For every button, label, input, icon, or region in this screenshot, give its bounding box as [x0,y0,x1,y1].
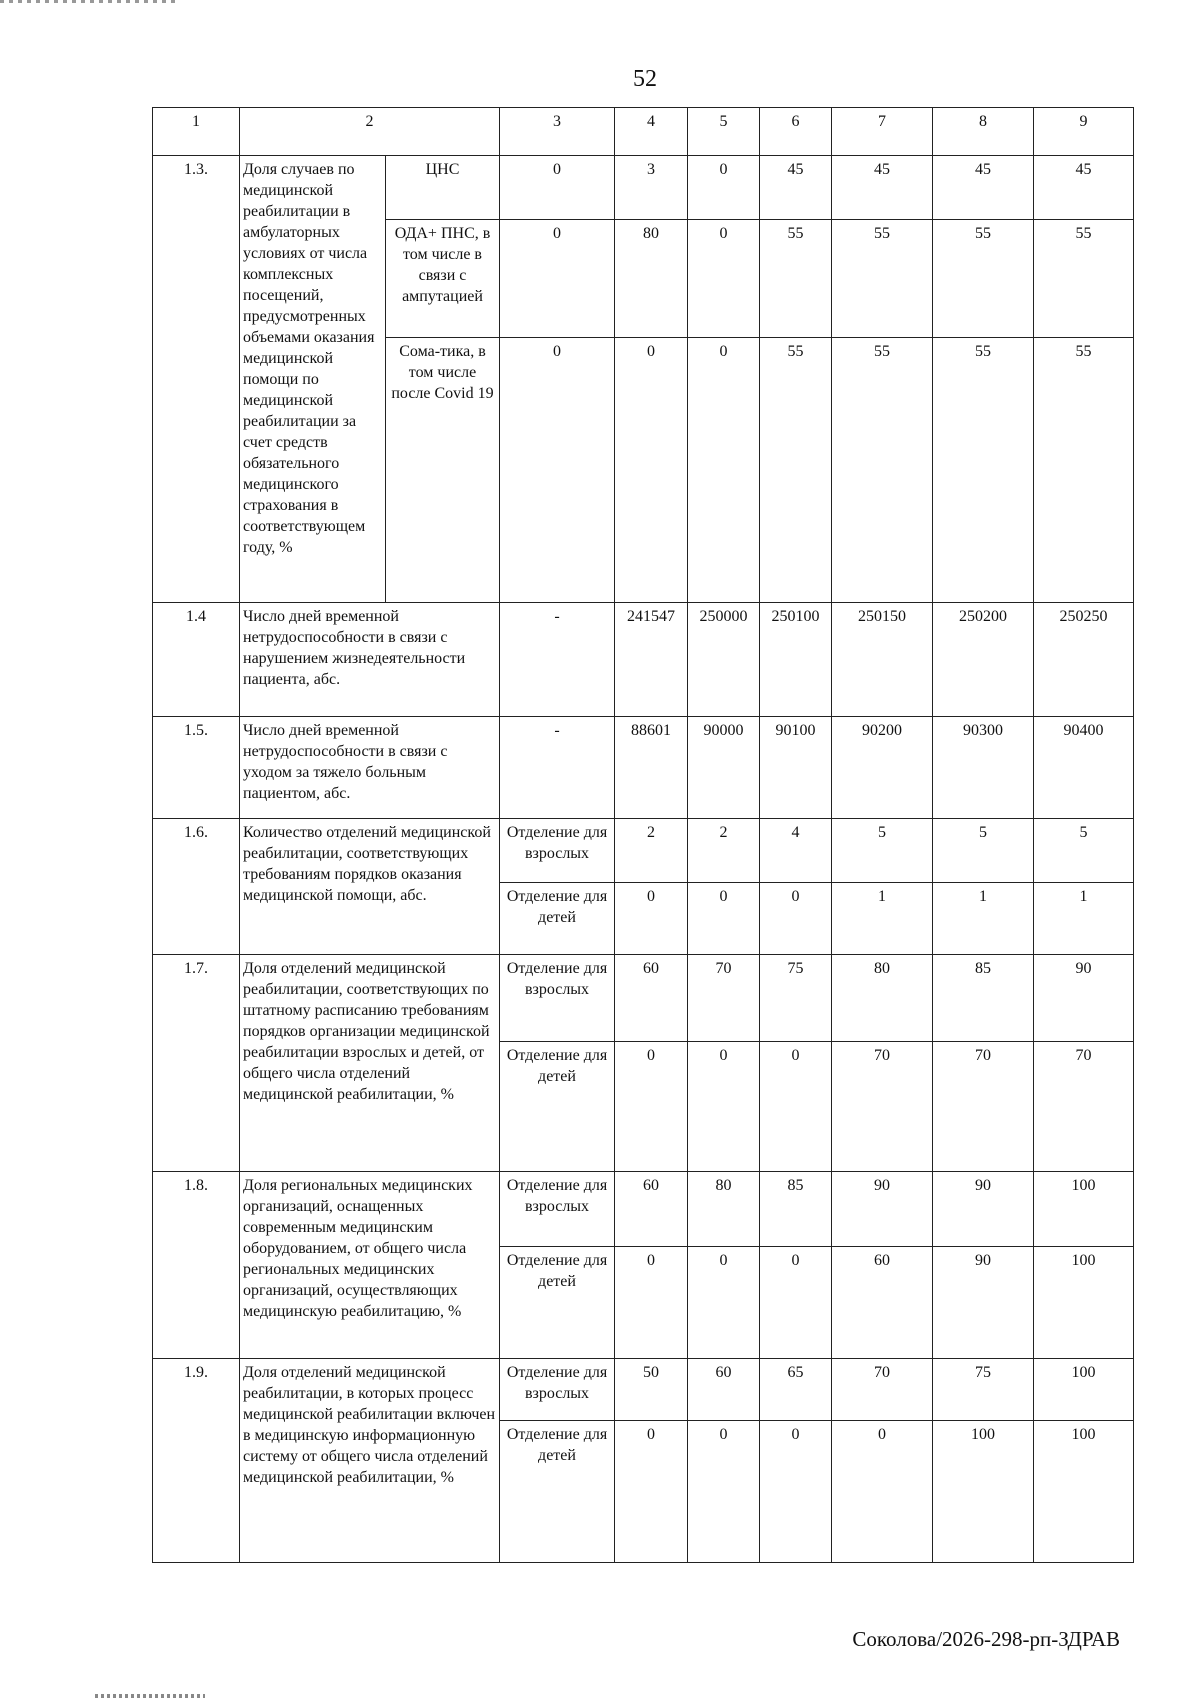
value-cell: 2 [615,819,688,883]
table-row [153,819,1134,883]
value-cell: 250200 [933,603,1034,717]
value-cell: 90200 [832,717,933,819]
value-cell: 60 [615,955,688,1042]
value-cell: 70 [832,1359,933,1421]
indicator-description: Доля региональных медицинских организаций, оснащенных современным медицинским оборудованием, от общего числа региональных медицинских организаций, осуществляющих медицинскую реабилитацию, % [240,1172,500,1359]
value-cell: 45 [760,156,832,220]
value-cell: 90 [1034,955,1134,1042]
row-number: 1.7. [153,955,240,1172]
value-cell: 0 [615,883,688,955]
value-cell: 75 [760,955,832,1042]
indicator-description: Количество отделений медицинской реабилитации, соответствующих требованиям порядков оказания медицинской помощи, абс. [240,819,500,955]
value-cell: 70 [832,1042,933,1172]
value-cell: 0 [688,1247,760,1359]
value-cell: 90 [933,1172,1034,1247]
unit-cell: Отделение для взрослых [500,1359,615,1421]
value-cell: 55 [1034,220,1134,338]
sublabel: Сома-тика, в том числе после Covid 19 [386,338,500,603]
unit-cell: - [500,603,615,717]
value-cell: 50 [615,1359,688,1421]
value-cell: 100 [1034,1247,1134,1359]
value-cell: 0 [688,1042,760,1172]
value-cell: 70 [688,955,760,1042]
unit-cell: - [500,717,615,819]
table-row [153,156,1134,220]
row-number: 1.9. [153,1359,240,1563]
table-row [153,1172,1134,1247]
value-cell: 90 [832,1172,933,1247]
table-header-row [153,108,1134,156]
table-row [153,603,1134,717]
value-cell: 0 [688,156,760,220]
value-cell: 250000 [688,603,760,717]
value-cell: 0 [832,1421,933,1563]
value-cell: 55 [933,220,1034,338]
page-number: 52 [633,66,657,92]
value-cell: 250250 [1034,603,1134,717]
table-row [153,955,1134,1042]
scan-artifact-bottom [95,1694,205,1698]
row-number: 1.6. [153,819,240,955]
unit-cell: Отделение для детей [500,1421,615,1563]
value-cell: 60 [688,1359,760,1421]
indicator-description: Доля отделений медицинской реабилитации, в которых процесс медицинской реабилитации включен в медицинскую информационную систему от общего числа отделений медицинской реабилитации, % [240,1359,500,1563]
value-cell: 90000 [688,717,760,819]
value-cell: 55 [832,338,933,603]
value-cell: 0 [615,1421,688,1563]
value-cell: 5 [1034,819,1134,883]
value-cell: 5 [832,819,933,883]
unit-cell: 0 [500,156,615,220]
value-cell: 2 [688,819,760,883]
header-cell: 6 [760,108,832,156]
value-cell: 90 [933,1247,1034,1359]
header-cell: 8 [933,108,1034,156]
sublabel: ОДА+ ПНС, в том числе в связи с ампутацией [386,220,500,338]
header-cell: 2 [240,108,500,156]
value-cell: 60 [615,1172,688,1247]
value-cell: 0 [688,220,760,338]
value-cell: 90400 [1034,717,1134,819]
row-number: 1.4 [153,603,240,717]
value-cell: 0 [615,1247,688,1359]
value-cell: 55 [760,220,832,338]
value-cell: 5 [933,819,1034,883]
value-cell: 1 [832,883,933,955]
row-number: 1.5. [153,717,240,819]
value-cell: 1 [933,883,1034,955]
unit-cell: Отделение для детей [500,883,615,955]
value-cell: 70 [933,1042,1034,1172]
indicator-description: Число дней временной нетрудоспособности в связи с уходом за тяжело больным пациентом, абс. [240,717,500,819]
value-cell: 85 [760,1172,832,1247]
value-cell: 241547 [615,603,688,717]
value-cell: 55 [933,338,1034,603]
value-cell: 250150 [832,603,933,717]
value-cell: 80 [688,1172,760,1247]
value-cell: 0 [760,1247,832,1359]
table-row [153,1359,1134,1421]
value-cell: 4 [760,819,832,883]
value-cell: 70 [1034,1042,1134,1172]
header-cell: 4 [615,108,688,156]
unit-cell: Отделение для взрослых [500,955,615,1042]
value-cell: 45 [1034,156,1134,220]
value-cell: 80 [832,955,933,1042]
value-cell: 0 [688,1421,760,1563]
indicator-description: Доля случаев по медицинской реабилитации в амбулаторных условиях от числа комплексных посещений, предусмотренных объемами оказания медицинской помощи по медицинской реабилитации за счет средств обязательного медицинского страхования в соответствующем году, % [240,156,386,603]
header-cell: 5 [688,108,760,156]
value-cell: 55 [1034,338,1134,603]
value-cell: 1 [1034,883,1134,955]
value-cell: 0 [760,1421,832,1563]
header-cell: 7 [832,108,933,156]
unit-cell: 0 [500,338,615,603]
unit-cell: Отделение для взрослых [500,1172,615,1247]
indicator-description: Число дней временной нетрудоспособности в связи с нарушением жизнедеятельности пациента, абс. [240,603,500,717]
table-row [153,717,1134,819]
value-cell: 0 [615,1042,688,1172]
sublabel: ЦНС [386,156,500,220]
value-cell: 90300 [933,717,1034,819]
value-cell: 55 [832,220,933,338]
value-cell: 0 [760,1042,832,1172]
value-cell: 80 [615,220,688,338]
header-cell: 9 [1034,108,1134,156]
unit-cell: Отделение для детей [500,1042,615,1172]
unit-cell: Отделение для взрослых [500,819,615,883]
unit-cell: 0 [500,220,615,338]
row-number: 1.8. [153,1172,240,1359]
value-cell: 100 [933,1421,1034,1563]
row-number: 1.3. [153,156,240,603]
value-cell: 85 [933,955,1034,1042]
indicators-table [152,107,1134,1563]
value-cell: 65 [760,1359,832,1421]
value-cell: 0 [760,883,832,955]
value-cell: 3 [615,156,688,220]
scan-artifact-top [0,0,180,3]
value-cell: 45 [832,156,933,220]
value-cell: 100 [1034,1421,1134,1563]
value-cell: 0 [615,338,688,603]
document-code: Соколова/2026-298-рп-ЗДРАВ [852,1627,1120,1651]
value-cell: 88601 [615,717,688,819]
value-cell: 250100 [760,603,832,717]
value-cell: 75 [933,1359,1034,1421]
indicator-description: Доля отделений медицинской реабилитации, соответствующих по штатному расписанию требованиям порядков организации медицинской реабилитации взрослых и детей, от общего числа отделений медицинской реабилитации, % [240,955,500,1172]
header-cell: 3 [500,108,615,156]
value-cell: 100 [1034,1172,1134,1247]
value-cell: 45 [933,156,1034,220]
header-cell: 1 [153,108,240,156]
value-cell: 90100 [760,717,832,819]
value-cell: 55 [760,338,832,603]
value-cell: 100 [1034,1359,1134,1421]
value-cell: 60 [832,1247,933,1359]
unit-cell: Отделение для детей [500,1247,615,1359]
value-cell: 0 [688,338,760,603]
value-cell: 0 [688,883,760,955]
